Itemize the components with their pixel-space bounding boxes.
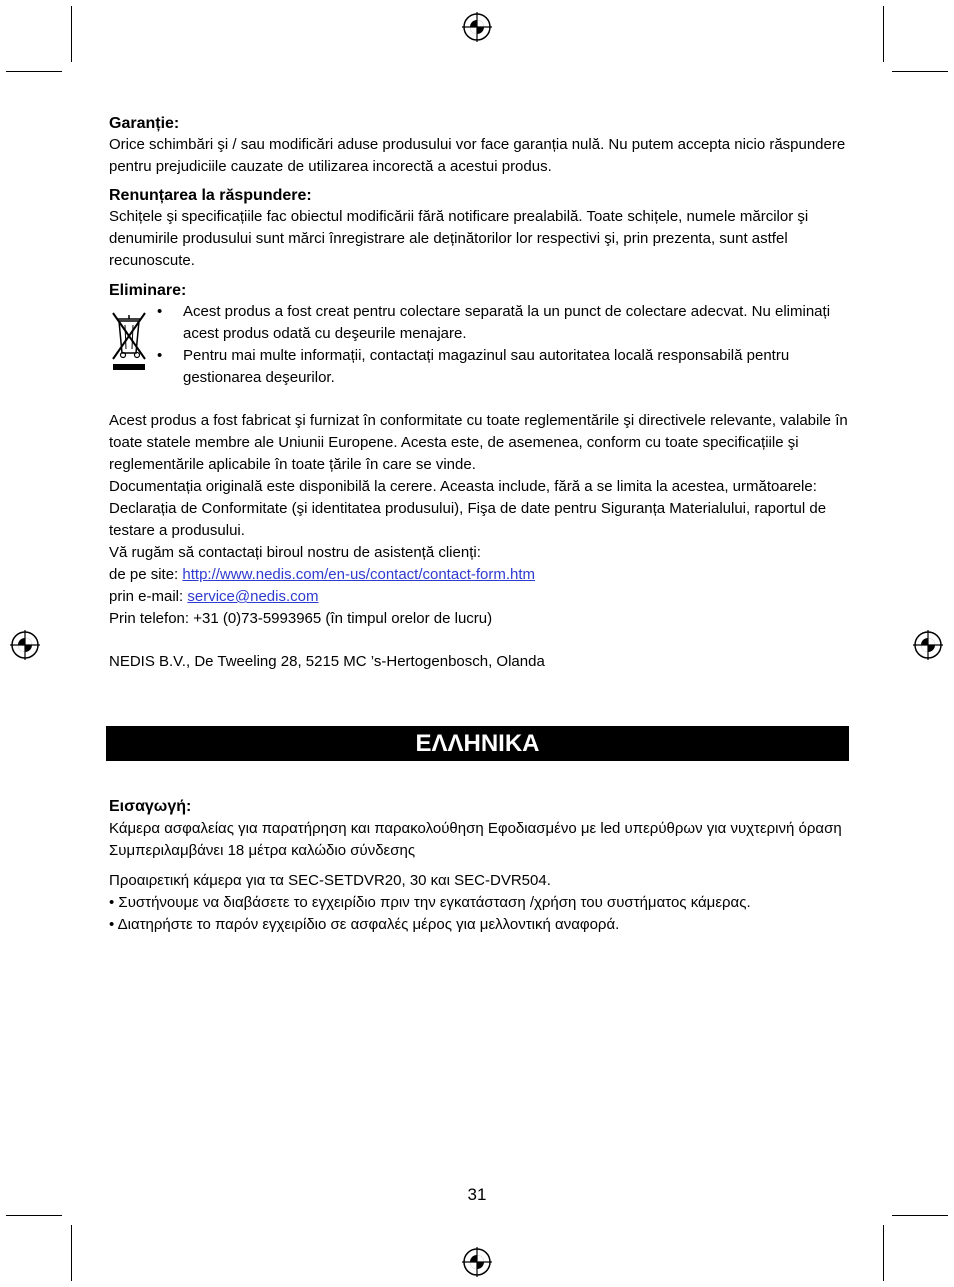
list-item: • Διατηρήστε το παρόν εγχειρίδιο σε ασφαλές μέρος για μελλοντική αναφορά.: [109, 916, 620, 933]
phone-line: Prin telefon: +31 (0)73-5993965 (în timpul orelor de lucru): [109, 610, 493, 627]
section-title-guarantee: Garanție:: [109, 115, 180, 132]
crop-mark: [892, 1215, 948, 1216]
address-line: NEDIS B.V., De Tweeling 28, 5215 MC ’s-Hertogenbosch, Olanda: [109, 653, 545, 670]
page-number: 31: [467, 1185, 487, 1204]
email-line: prin e-mail: service@nedis.com: [109, 588, 319, 605]
intro-text: Κάμερα ασφαλείας για παρατήρηση και παρακολούθηση Εφοδιασμένο με led υπερύθρων για νυχτερινή όραση Συμπεριλαμβάνει 18 μέτρα καλώδιο σύνδεσης: [109, 820, 842, 859]
registration-mark-icon: [913, 630, 943, 660]
registration-mark-icon: [462, 12, 492, 42]
crop-mark: [6, 1215, 62, 1216]
disposal-list: [109, 301, 849, 389]
registration-mark-icon: [10, 630, 40, 660]
optional-text: Προαιρετική κάμερα για τα SEC-SETDVR20, 30 και SEC-DVR504.: [109, 872, 551, 889]
crop-mark: [892, 71, 948, 72]
website-line: de pe site: http://www.nedis.com/en-us/contact/contact-form.htm: [109, 566, 536, 583]
greek-content: [109, 797, 849, 936]
crop-mark: [71, 1225, 72, 1281]
list-item: • Συστήνουμε να διαβάσετε το εγχειρίδιο πριν την εγκατάσταση /χρήση του συστήματος κάμερας.: [109, 894, 751, 911]
registration-mark-icon: [462, 1247, 492, 1277]
language-banner: ΕΛΛΗΝΙΚΑ: [106, 726, 849, 761]
crop-mark: [6, 71, 62, 72]
website-link[interactable]: http://www.nedis.com/en-us/contact/contact-form.htm: [182, 566, 536, 583]
crop-mark: [883, 1225, 884, 1281]
documentation-paragraph: Documentația originală este disponibilă la cerere. Aceasta include, fără a se limita la acestea, următoarele: Declarația de Conformitate (şi identitatea produsului), Fişa de date pentru Siguranța Materialului, raportul de testare a produsului.: [109, 478, 827, 539]
crop-mark: [883, 6, 884, 62]
disclaimer-text: Schițele şi specificațiile fac obiectul modificării fără notificare prealabilă. Toate schițele, numele mărcilor şi denumirile produsului sunt mărci înregistrare ale deținătorilor lor respectivi şi, prin prezenta, sunt astfel recunoscute.: [109, 208, 809, 269]
email-link[interactable]: service@nedis.com: [187, 588, 319, 605]
list-item: • Pentru mai multe informații, contactați magazinul sau autoritatea locală responsabilă pentru gestionarea deşeurilor.: [157, 347, 790, 386]
intro-title: Εισαγωγή:: [109, 798, 192, 815]
page-content: [109, 114, 849, 673]
guarantee-text: Orice schimbări şi / sau modificări aduse produsului vor face garanția nulă. Nu putem accepta nicio răspundere pentru prejudiciile cauzate de utilizarea incorectă a acestui produs.: [109, 136, 846, 175]
list-item: • Acest produs a fost creat pentru colectare separată la un punct de colectare adecvat. Nu eliminați acest produs odată cu deşeurile menajare.: [157, 303, 831, 342]
compliance-paragraph: Acest produs a fost fabricat şi furnizat în conformitate cu toate reglementările şi directivele relevante, valabile în toate statele membre ale Uniunii Europene. Acesta este, de asemenea, conform cu toate specificațiile şi reglementările aplicabile în toate țările în care se vinde.: [109, 412, 848, 473]
section-title-disposal: Eliminare:: [109, 282, 187, 299]
disposal-block: [109, 301, 849, 389]
crop-mark: [71, 6, 72, 62]
contact-intro: Vă rugăm să contactați biroul nostru de asistență clienți:: [109, 544, 481, 561]
section-title-disclaimer: Renunțarea la răspundere:: [109, 187, 312, 204]
